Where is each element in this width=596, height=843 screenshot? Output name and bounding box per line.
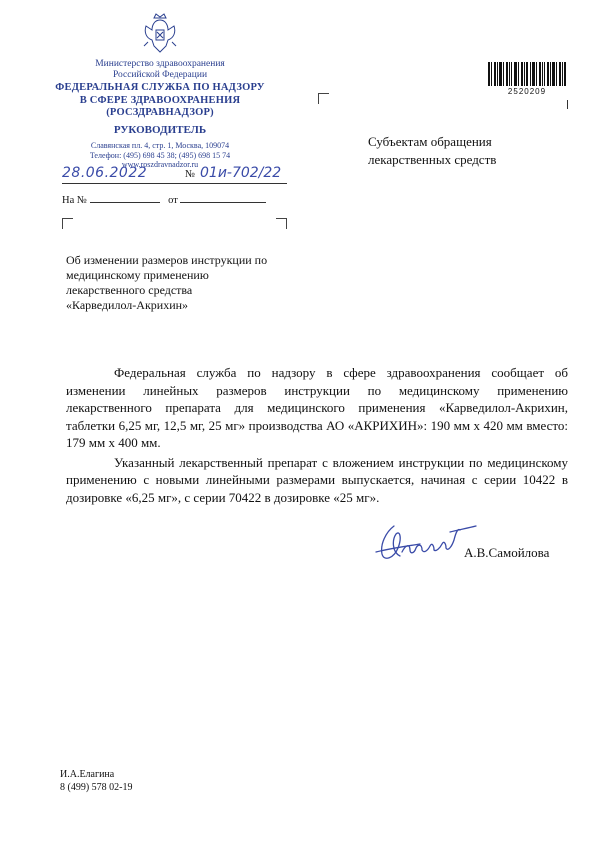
ref-number-line [90,192,160,203]
head-title: РУКОВОДИТЕЛЬ [113,124,207,136]
handwritten-signature [372,518,477,570]
subject-line-3: лекарственного средства [66,283,193,297]
ministry-line-2: Российской Федерации [112,70,208,80]
signatory-name: А.В.Самойлова [464,545,550,560]
from-label: от [168,195,178,206]
body-paragraph-1: Федеральная служба по надзору в сфере здравоохранения сообщает об изменении линейных размеров инструкции по медицинскому применению лекарственного препарата для медицинского применения «Карведилол-Акрихин, таблетки 6,25 мг, 12,5 мг, 25 мг» производства АО «АКРИХИН»: 190 мм х 420 мм вместо: 179 мм х 400 мм. [66,365,568,450]
agency-name [50,82,270,120]
ministry-name [70,59,250,81]
barcode [488,62,566,86]
barcode-number: 2520209 [507,87,547,96]
addressee-line-2: лекарственных средств [368,152,497,167]
executor-block [60,768,133,794]
coat-of-arms-icon [140,12,180,56]
address-corner-left [318,93,329,104]
addressee-block [368,133,568,169]
agency-line-3: (РОСЗДРАВНАДЗОР) [106,107,214,118]
agency-line-2: В СФЕРЕ ЗДРАВООХРАНЕНИЯ [79,94,241,106]
executor-phone: 8 (499) 578 02-19 [60,782,133,793]
fold-mark [567,100,568,109]
subject-corner-left [62,218,73,229]
reference-row [62,192,282,206]
ref-label: На № [62,195,87,206]
addressee-line-1: Субъектам обращения [368,134,492,149]
subject-line-2: медицинскому применению [66,268,209,282]
ministry-line-1: Министерство здравоохранения [95,59,225,69]
subject-block [66,253,286,313]
handwritten-number: 01и-702/22 [200,165,282,181]
letter-body [66,364,568,506]
agency-line-1: ФЕДЕРАЛЬНАЯ СЛУЖБА ПО НАДЗОРУ [55,82,265,93]
subject-line-4: «Карведилол-Акрихин» [66,298,189,312]
website: www.roszdravnadzor.ru [121,160,199,169]
executor-name: И.А.Елагина [60,769,115,780]
address: Славянская пл. 4, стр. 1, Москва, 109074 [90,141,230,150]
handwritten-date: 28.06.2022 [62,165,148,181]
subject-line-1: Об изменении размеров инструкции по [66,253,268,267]
date-number-line [62,183,287,184]
body-paragraph-2: Указанный лекарственный препарат с вложением инструкции по медицинскому применению с новыми линейными размерами выпускается, начиная с серии 10422 в дозировке «6,25 мг», с серии 70422 в дозировке «25 мг». [66,454,568,505]
ref-date-line [180,192,266,203]
subject-corner-right [276,218,287,229]
phone: Телефон: (495) 698 45 38; (495) 698 15 74 [89,150,231,160]
number-label: № [185,169,196,180]
